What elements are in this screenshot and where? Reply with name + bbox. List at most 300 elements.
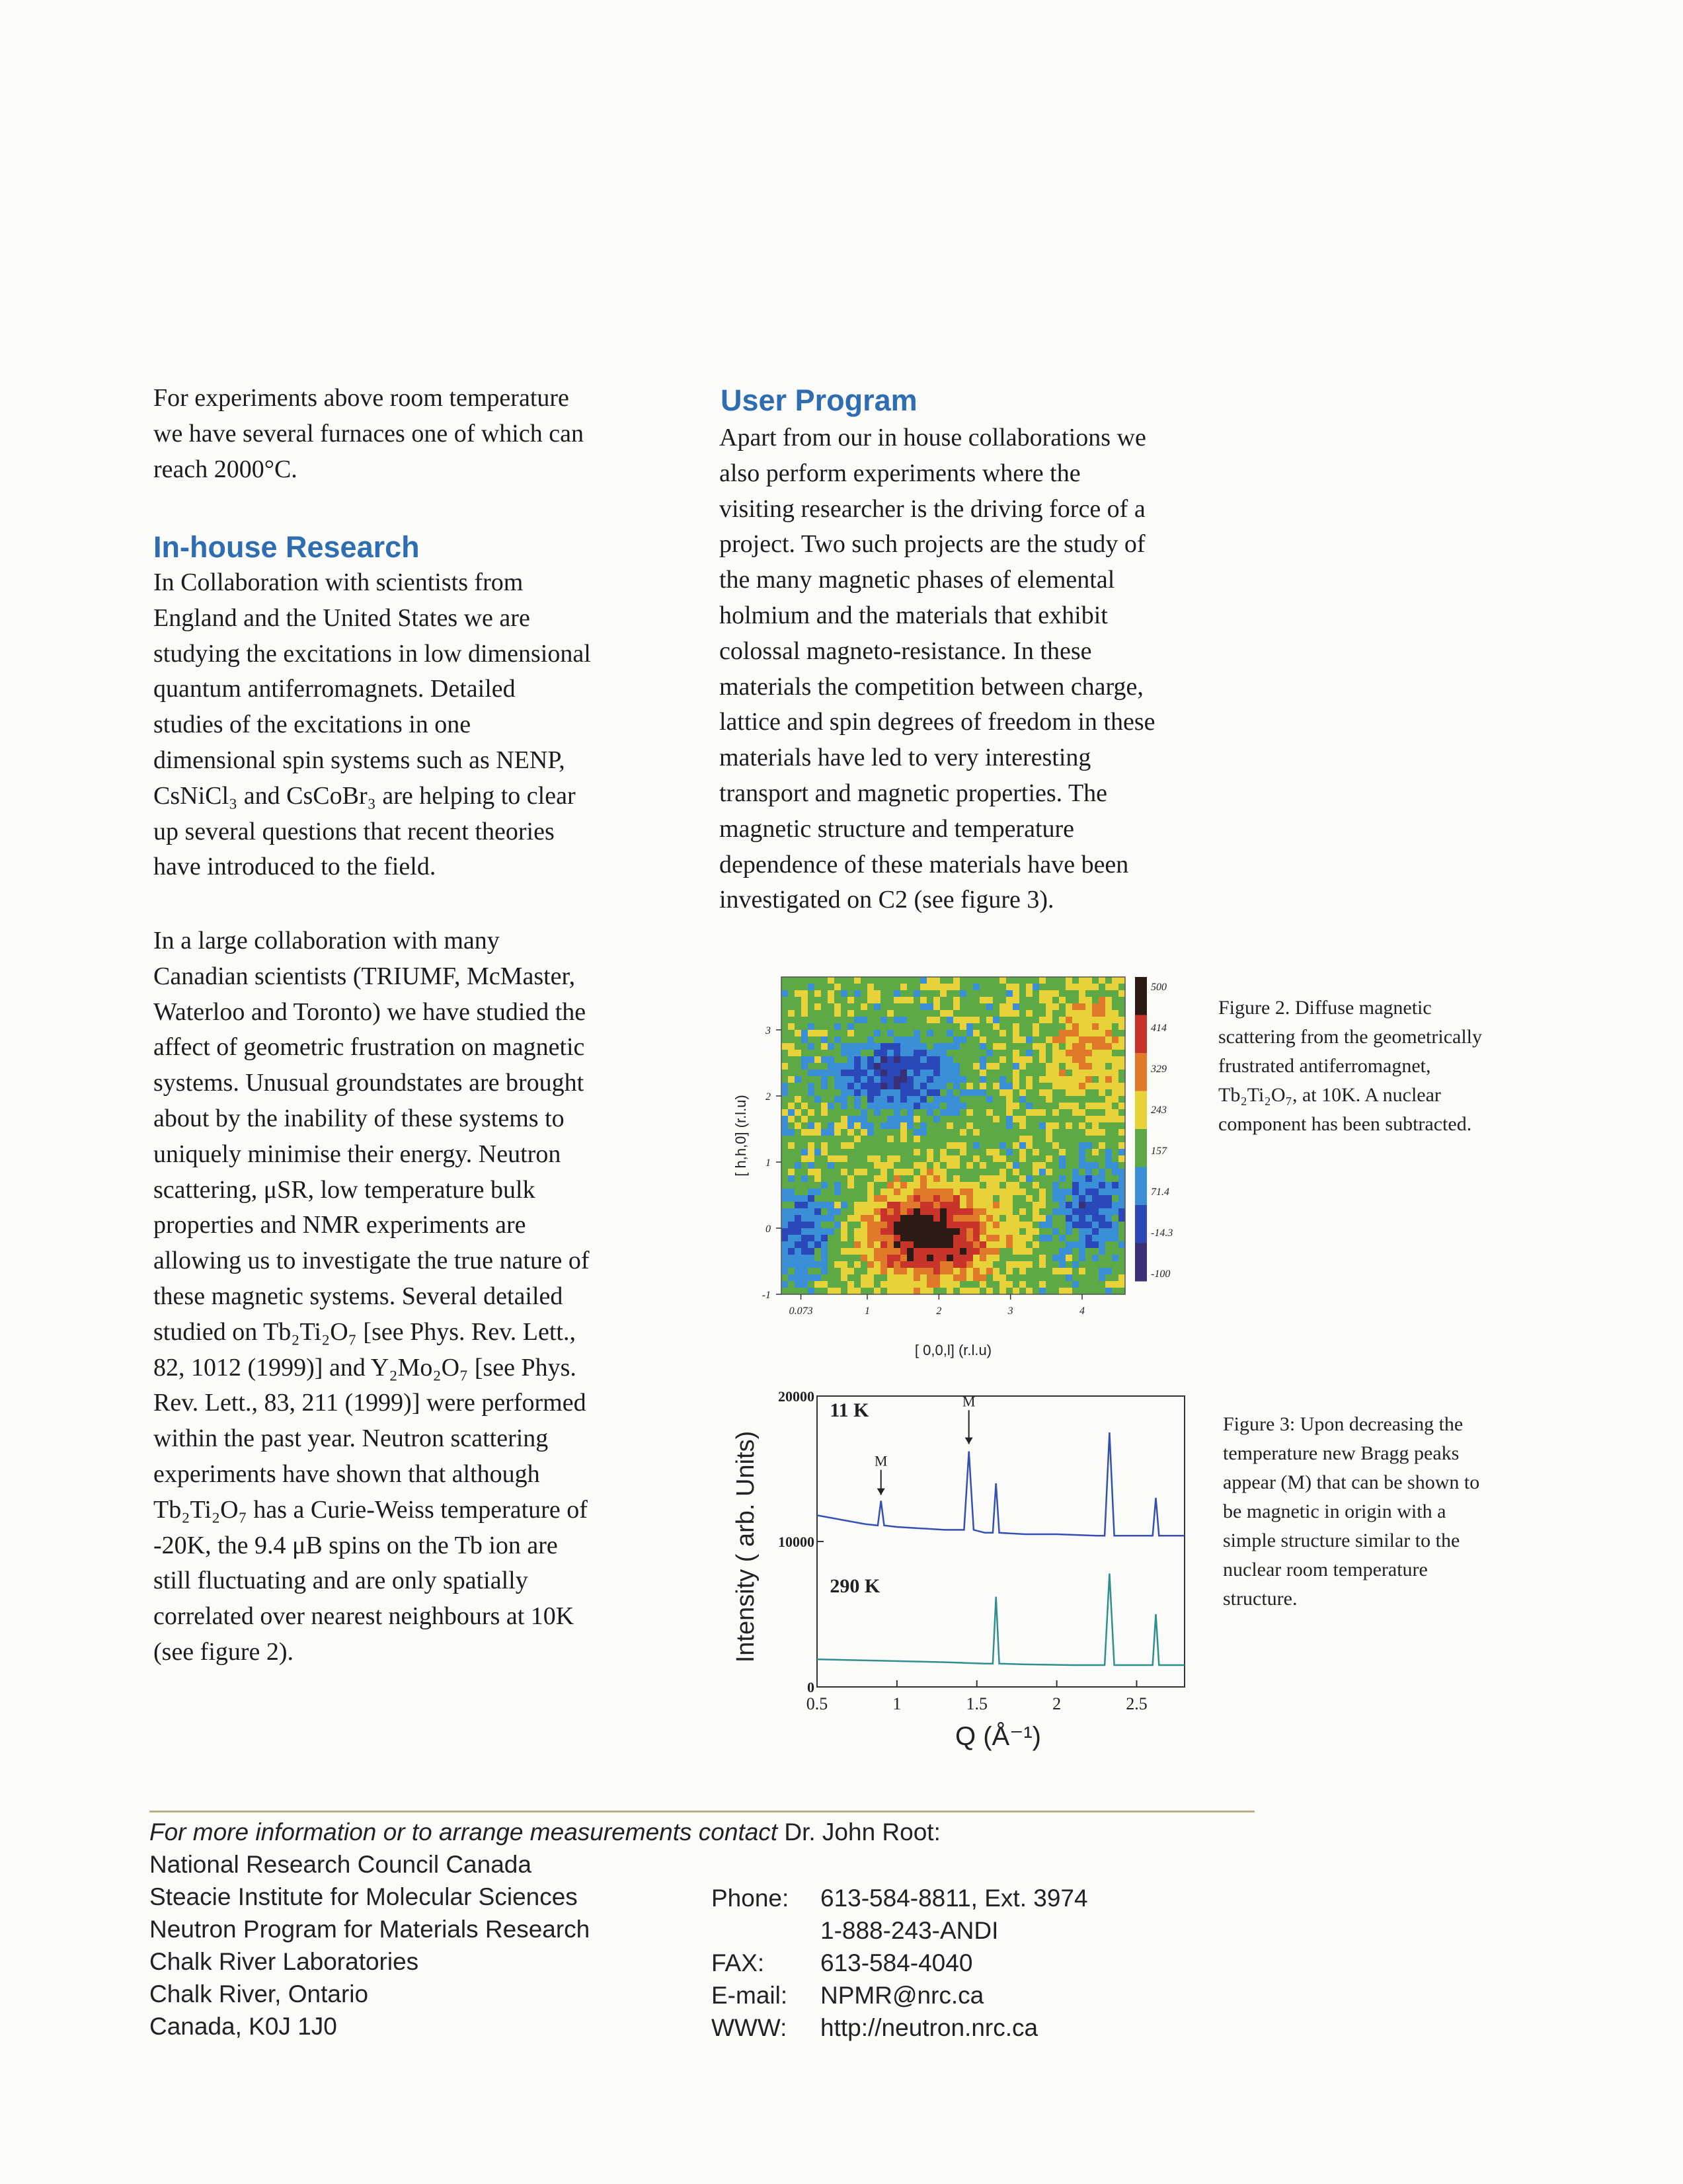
heatmap-cell [960,1241,967,1249]
heatmap-cell [973,1235,980,1242]
heatmap-cell [980,1023,987,1031]
heatmap-cell [1079,1208,1086,1216]
heatmap-cell [1046,1017,1053,1024]
heatmap-cell [1112,1010,1119,1017]
heatmap-cell [847,1083,855,1090]
heatmap-cell [1079,977,1086,984]
heatmap-cell [781,1017,789,1024]
heatmap-cell [927,1261,934,1268]
heatmap-cell [1066,1076,1073,1083]
heatmap-cell [907,1175,914,1183]
heatmap-cell [881,1116,888,1123]
chart-annotation: 11 K [830,1399,869,1421]
heatmap-cell [920,1056,927,1064]
inhouse-research-heading: In-house Research [153,530,420,564]
heatmap-cell [966,1010,974,1017]
heatmap-cell [874,1036,881,1044]
heatmap-cell [788,977,795,984]
heatmap-cell [940,1235,947,1242]
heatmap-cell [881,1261,888,1268]
heatmap-cell [1059,1129,1066,1136]
heatmap-cell [781,1036,789,1044]
heatmap-cell [821,1288,828,1295]
heatmap-cell [947,1182,954,1189]
heatmap-cell [1039,1149,1046,1156]
heatmap-cell [1046,990,1053,997]
heatmap-cell [1026,1129,1033,1136]
heatmap-cell [1085,1241,1093,1249]
heatmap-cell [1052,1255,1060,1262]
heatmap-cell [914,1070,921,1077]
heatmap-cell [834,1288,842,1295]
heatmap-cell [1099,1162,1106,1169]
heatmap-cell [993,1222,1000,1229]
heatmap-cell [1112,1169,1119,1176]
heatmap-cell [1092,1122,1099,1130]
heatmap-cell [1033,1169,1040,1176]
heatmap-cell [841,1155,848,1163]
heatmap-cell [1099,1149,1106,1156]
heatmap-cell [1066,1036,1073,1044]
heatmap-cell [940,1268,947,1275]
heatmap-cell [788,1208,795,1216]
heatmap-cell [953,1155,960,1163]
heatmap-cell [1085,1056,1093,1064]
heatmap-cell [993,1182,1000,1189]
heatmap-cell [841,1083,848,1090]
heatmap-cell [801,1017,808,1024]
heatmap-cell [894,1274,901,1282]
text-line: allowing us to investigate the true nature of [153,1247,590,1275]
heatmap-cell [927,1036,934,1044]
heatmap-cell [1072,1195,1079,1202]
heatmap-cell [834,1050,842,1057]
heatmap-cell [1066,1149,1073,1156]
heatmap-cell [821,1083,828,1090]
heatmap-cell [960,1149,967,1156]
heatmap-cell [1052,1235,1060,1242]
heatmap-cell [1046,1235,1053,1242]
heatmap-cell [1079,1056,1086,1064]
heatmap-cell [953,1056,960,1064]
heatmap-cell [881,1222,888,1229]
heatmap-cell [828,1103,835,1110]
heatmap-cell [795,1162,802,1169]
heatmap-cell [801,997,808,1004]
heatmap-cell [834,1036,842,1044]
heatmap-cell [1026,1189,1033,1196]
heatmap-cell [933,1010,941,1017]
heatmap-cell [933,1043,941,1050]
heatmap-cell [821,1182,828,1189]
heatmap-cell [1099,1248,1106,1255]
heatmap-cell [900,1103,908,1110]
heatmap-cell [1013,997,1020,1004]
heatmap-cell [947,1116,954,1123]
heatmap-cell [999,984,1007,991]
heatmap-cell [847,1189,855,1196]
heatmap-cell [1099,1010,1106,1017]
heatmap-cell [1026,1023,1033,1031]
heatmap-cell [1118,1169,1126,1176]
heatmap-cell [795,1208,802,1216]
heatmap-cell [947,1149,954,1156]
heatmap-cell [808,1241,815,1249]
heatmap-cell [788,1222,795,1229]
heatmap-cell [927,997,934,1004]
text-line: studying the excitations in low dimensional [153,639,591,668]
heatmap-cell [933,1228,941,1235]
heatmap-cell [1105,1142,1113,1150]
heatmap-cell [914,1288,921,1295]
heatmap-cell [1112,1076,1119,1083]
x-tick-label: 1 [865,1306,870,1317]
heatmap-cell [847,1003,855,1011]
annotation-arrowhead [965,1438,973,1444]
heatmap-cell [999,1195,1007,1202]
heatmap-cell [953,1182,960,1189]
heatmap-cell [960,997,967,1004]
heatmap-cell [1019,990,1027,997]
heatmap-cell [861,1175,868,1183]
contact-row [711,1947,1088,1979]
heatmap-cell [907,1169,914,1176]
heatmap-cell [1039,1281,1046,1288]
heatmap-cell [920,1248,927,1255]
contact-value[interactable]: NPMR@nrc.ca [820,1982,984,2009]
heatmap-cell [953,977,960,984]
heatmap-cell [960,1017,967,1024]
heatmap-cell [795,1255,802,1262]
heatmap-cell [993,1030,1000,1037]
heatmap-cell [854,1043,861,1050]
heatmap-cell [841,1182,848,1189]
heatmap-cell [927,1241,934,1249]
heatmap-cell [940,1017,947,1024]
text-line: lattice and spin degrees of freedom in these [719,708,1155,736]
heatmap-cell [821,1162,828,1169]
heatmap-cell [861,1070,868,1077]
x-tick-label: 0.073 [789,1306,813,1317]
heatmap-cell [881,1096,888,1103]
heatmap-cell [881,1050,888,1057]
heatmap-cell [801,1175,808,1183]
heatmap-cell [861,1076,868,1083]
heatmap-cell [854,1202,861,1209]
heatmap-cell [821,1255,828,1262]
heatmap-cell [920,1169,927,1176]
heatmap-cell [953,1089,960,1097]
heatmap-cell [1092,1222,1099,1229]
heatmap-cell [1085,1076,1093,1083]
heatmap-cell [907,1083,914,1090]
heatmap-cell [1059,1268,1066,1275]
heatmap-cell [1059,1162,1066,1169]
heatmap-cell [986,1083,994,1090]
heatmap-cell [999,1255,1007,1262]
heatmap-cell [947,984,954,991]
heatmap-cell [907,1215,914,1222]
heatmap-cell [1039,1116,1046,1123]
heatmap-cell [1092,1149,1099,1156]
heatmap-cell [1112,1255,1119,1262]
heatmap-cell [993,1023,1000,1031]
heatmap-cell [861,1274,868,1282]
colorbar-label: 414 [1151,1023,1167,1034]
heatmap-cell [1118,1056,1126,1064]
heatmap-cell [861,1241,868,1249]
heatmap-cell [1059,1215,1066,1222]
heatmap-cell [881,1255,888,1262]
heatmap-cell [1033,1281,1040,1288]
heatmap-cell [814,1142,822,1150]
heatmap-cell [814,1070,822,1077]
heatmap-cell [795,1142,802,1150]
heatmap-cell [973,1017,980,1024]
heatmap-cell [993,1056,1000,1064]
heatmap-cell [1019,1116,1027,1123]
heatmap-cell [1112,1030,1119,1037]
heatmap-cell [854,1215,861,1222]
heatmap-cell [894,1281,901,1288]
heatmap-cell [973,1222,980,1229]
heatmap-cell [808,1043,815,1050]
heatmap-cell [986,1228,994,1235]
heatmap-cell [980,1136,987,1143]
heatmap-cell [1079,1261,1086,1268]
heatmap-cell [1085,1202,1093,1209]
heatmap-cell [1013,1056,1020,1064]
heatmap-cell [980,1050,987,1057]
heatmap-cell [808,1010,815,1017]
heatmap-cell [1072,1274,1079,1282]
heatmap-cell [854,1023,861,1031]
heatmap-cell [814,990,822,997]
heatmap-cell [861,1010,868,1017]
heatmap-cell [841,1076,848,1083]
heatmap-cell [841,1228,848,1235]
heatmap-cell [973,1136,980,1143]
heatmap-cell [881,1070,888,1077]
heatmap-cell [795,984,802,991]
heatmap-cell [940,1189,947,1196]
heatmap-cell [1013,1261,1020,1268]
heatmap-cell [999,990,1007,997]
heatmap-cell [960,1076,967,1083]
heatmap-cell [1066,1169,1073,1176]
heatmap-cell [960,1003,967,1011]
heatmap-cell [907,1182,914,1189]
heatmap-cell [1099,1241,1106,1249]
heatmap-cell [867,997,875,1004]
heatmap-cell [993,1129,1000,1136]
heatmap-cell [1112,1089,1119,1097]
heatmap-cell [920,1202,927,1209]
heatmap-cell [1118,1096,1126,1103]
heatmap-cell [828,1255,835,1262]
heatmap-cell [861,1162,868,1169]
heatmap-cell [1046,1003,1053,1011]
heatmap-cell [795,977,802,984]
heatmap-cell [1059,1202,1066,1209]
heatmap-cell [1112,1261,1119,1268]
heatmap-cell [920,1003,927,1011]
heatmap-cell [993,1195,1000,1202]
heatmap-cell [947,1003,954,1011]
heatmap-cell [993,1036,1000,1044]
heatmap-cell [1072,1228,1079,1235]
heatmap-cell [1072,1109,1079,1116]
heatmap-cell [795,1235,802,1242]
heatmap-cell [940,1103,947,1110]
heatmap-cell [1105,1261,1113,1268]
heatmap-cell [1118,1050,1126,1057]
heatmap-cell [920,1261,927,1268]
heatmap-cell [953,1129,960,1136]
heatmap-cell [1099,1070,1106,1077]
heatmap-cell [808,1208,815,1216]
heatmap-cell [1118,1162,1126,1169]
heatmap-cell [1118,1043,1126,1050]
heatmap-cell [960,1109,967,1116]
colorbar-segment [1135,977,1147,1015]
heatmap-cell [986,1050,994,1057]
heatmap-cell [914,1268,921,1275]
heatmap-cell [841,1023,848,1031]
heatmap-cell [1046,1241,1053,1249]
heatmap-cell [1033,1288,1040,1295]
heatmap-cell [953,1017,960,1024]
heatmap-cell [781,1089,789,1097]
text-line: Chalk River, Ontario [149,1980,369,2008]
heatmap-cell [1066,1228,1073,1235]
y-tick-label: 20000 [778,1388,814,1405]
heatmap-cell [887,1023,894,1031]
heatmap-cell [980,1056,987,1064]
heatmap-cell [1112,984,1119,991]
heatmap-cell [781,1274,789,1282]
heatmap-cell [980,1235,987,1242]
heatmap-cell [927,1030,934,1037]
heatmap-cell [1026,1017,1033,1024]
heatmap-cell [1092,1136,1099,1143]
heatmap-cell [1006,1175,1013,1183]
heatmap-cell [999,1222,1007,1229]
heatmap-cell [1092,1175,1099,1183]
heatmap-cell [1066,1096,1073,1103]
heatmap-cell [828,1288,835,1295]
heatmap-cell [1112,1215,1119,1222]
heatmap-cell [1026,1036,1033,1044]
heatmap-cell [834,1010,842,1017]
text-line: In Collaboration with scientists from [153,568,524,596]
heatmap-cell [907,1235,914,1242]
heatmap-cell [834,1109,842,1116]
heatmap-cell [980,1255,987,1262]
heatmap-cell [927,1050,934,1057]
heatmap-cell [841,1189,848,1196]
heatmap-cell [973,1195,980,1202]
heatmap-cell [894,1003,901,1011]
heatmap-cell [1099,977,1106,984]
heatmap-cell [781,1149,789,1156]
heatmap-cell [914,1129,921,1136]
heatmap-cell [841,1162,848,1169]
heatmap-cell [867,1122,875,1130]
heatmap-cell [1099,1215,1106,1222]
heatmap-cell [933,1050,941,1057]
heatmap-cell [1033,1189,1040,1196]
heatmap-cell [814,1248,822,1255]
heatmap-cell [1118,1228,1126,1235]
heatmap-cell [1046,1063,1053,1070]
heatmap-cell [1052,1142,1060,1150]
heatmap-cell [940,1076,947,1083]
heatmap-cell [814,1043,822,1050]
heatmap-cell [834,1122,842,1130]
heatmap-cell [1006,1070,1013,1077]
heatmap-cell [1079,1030,1086,1037]
heatmap-cell [1118,1076,1126,1083]
heatmap-cell [874,1063,881,1070]
heatmap-cell [1013,1122,1020,1130]
heatmap-cell [814,1050,822,1057]
heatmap-cell [874,1149,881,1156]
heatmap-cell [834,1274,842,1282]
heatmap-cell [834,977,842,984]
heatmap-cell [801,1122,808,1130]
heatmap-cell [1006,1241,1013,1249]
heatmap-cell [867,1169,875,1176]
heatmap-cell [874,1116,881,1123]
heatmap-cell [781,1136,789,1143]
heatmap-cell [999,1248,1007,1255]
heatmap-cell [914,1169,921,1176]
heatmap-cell [1046,1043,1053,1050]
heatmap-cell [980,1222,987,1229]
heatmap-cell [1059,1050,1066,1057]
heatmap-cell [847,1241,855,1249]
text-line: the many magnetic phases of elemental [719,566,1115,594]
heatmap-cell [801,1248,808,1255]
heatmap-cell [867,1076,875,1083]
heatmap-cell [781,1083,789,1090]
heatmap-cell [781,1010,789,1017]
heatmap-cell [1006,1268,1013,1275]
heatmap-cell [834,1142,842,1150]
heatmap-cell [828,1017,835,1024]
heatmap-cell [927,1255,934,1262]
heatmap-cell [894,1083,901,1090]
heatmap-cell [914,1063,921,1070]
heatmap-cell [1033,997,1040,1004]
heatmap-cell [1013,1162,1020,1169]
heatmap-cell [953,1036,960,1044]
heatmap-cell [993,1089,1000,1097]
heatmap-cell [933,1268,941,1275]
heatmap-cell [788,984,795,991]
heatmap-cell [894,1155,901,1163]
heatmap-cell [1033,984,1040,991]
heatmap-cell [861,1268,868,1275]
heatmap-cell [1026,1288,1033,1295]
heatmap-cell [867,1089,875,1097]
heatmap-cell [874,1056,881,1064]
heatmap-cell [900,1149,908,1156]
heatmap-cell [814,1103,822,1110]
heatmap-cell [1033,1248,1040,1255]
contact-value[interactable]: http://neutron.nrc.ca [820,2014,1038,2041]
